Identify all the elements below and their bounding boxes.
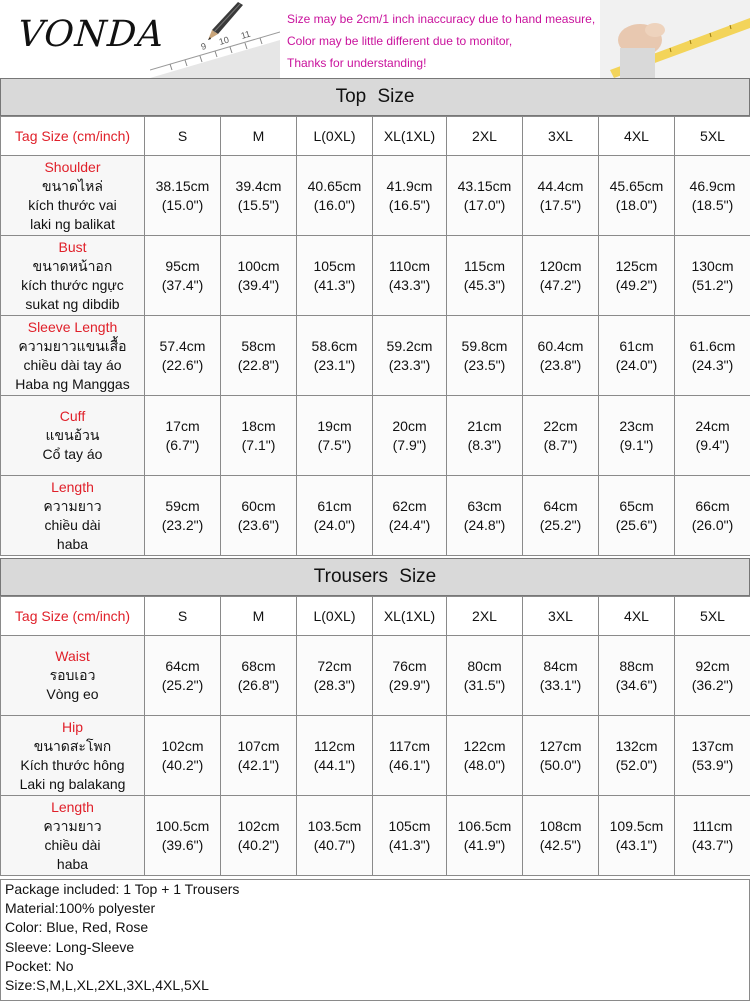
measurement-cell (221, 636, 297, 716)
measurement-cell (221, 236, 297, 316)
inch-value: (43.3") (373, 276, 446, 295)
cm-value: 102cm (145, 737, 220, 756)
inch-value: (42.1") (221, 756, 296, 775)
measurement-cell (221, 156, 297, 236)
measurement-translation: ขนาดสะโพก (1, 737, 144, 756)
cm-value: 105cm (373, 817, 446, 836)
measurement-label (1, 796, 145, 876)
measurement-cell (599, 476, 675, 556)
size-header: 5XL (675, 117, 750, 156)
measurement-cell (373, 636, 447, 716)
size-header: M (221, 117, 297, 156)
inch-value: (25.2") (145, 676, 220, 695)
cm-value: 60cm (221, 497, 296, 516)
inch-value: (26.0") (675, 516, 750, 535)
measurement-translation: ขนาดหน้าอก (1, 257, 144, 276)
measurement-cell (145, 476, 221, 556)
size-header: 3XL (523, 117, 599, 156)
cm-value: 62cm (373, 497, 446, 516)
inch-value: (51.2") (675, 276, 750, 295)
cm-value: 46.9cm (675, 177, 750, 196)
cm-value: 137cm (675, 737, 750, 756)
cm-value: 57.4cm (145, 337, 220, 356)
inch-value: (6.7") (145, 436, 220, 455)
tag-size-label: Tag Size (cm/inch) (1, 597, 145, 636)
trousers-size-title: Trousers Size (0, 558, 750, 596)
measurement-label (1, 316, 145, 396)
measurement-translation: haba (1, 535, 144, 554)
cm-value: 68cm (221, 657, 296, 676)
header-banner (0, 0, 750, 78)
inch-value: (9.4") (675, 436, 750, 455)
cm-value: 92cm (675, 657, 750, 676)
inch-value: (48.0") (447, 756, 522, 775)
inch-value: (41.9") (447, 836, 522, 855)
inch-value: (16.0") (297, 196, 372, 215)
cm-value: 64cm (523, 497, 598, 516)
ruler-number: 11 (240, 29, 252, 41)
inch-value: (15.0") (145, 196, 220, 215)
size-header: M (221, 597, 297, 636)
measurement-cell (373, 236, 447, 316)
inch-value: (40.2") (221, 836, 296, 855)
inch-value: (46.1") (373, 756, 446, 775)
measurement-cell (447, 716, 523, 796)
size-header: XL(1XL) (373, 597, 447, 636)
cm-value: 22cm (523, 417, 598, 436)
cm-value: 17cm (145, 417, 220, 436)
measurement-cell (221, 796, 297, 876)
measurement-name: Hip (1, 718, 144, 737)
inch-value: (8.7") (523, 436, 598, 455)
measurement-translation: Vòng eo (1, 685, 144, 704)
cm-value: 59cm (145, 497, 220, 516)
measurement-cell (523, 476, 599, 556)
inch-value: (53.9") (675, 756, 750, 775)
size-header: 5XL (675, 597, 750, 636)
top-size-title: Top Size (0, 78, 750, 116)
inch-value: (24.3") (675, 356, 750, 375)
inch-value: (44.1") (297, 756, 372, 775)
measurement-cell (297, 156, 373, 236)
inch-value: (7.9") (373, 436, 446, 455)
measurement-cell (145, 796, 221, 876)
cm-value: 100.5cm (145, 817, 220, 836)
measurement-translation: kích thước vai (1, 196, 144, 215)
inch-value: (25.6") (599, 516, 674, 535)
measurement-cell (447, 636, 523, 716)
inch-value: (41.3") (297, 276, 372, 295)
measurement-cell (599, 716, 675, 796)
measurement-cell (675, 236, 750, 316)
measurement-translation: รอบเอว (1, 666, 144, 685)
inch-value: (34.6") (599, 676, 674, 695)
inch-value: (24.4") (373, 516, 446, 535)
cm-value: 45.65cm (599, 177, 674, 196)
inch-value: (23.3") (373, 356, 446, 375)
size-header: L(0XL) (297, 597, 373, 636)
inch-value: (9.1") (599, 436, 674, 455)
ruler-pencil-illustration (150, 0, 280, 78)
inch-value: (50.0") (523, 756, 598, 775)
measurement-label (1, 716, 145, 796)
measurement-label (1, 396, 145, 476)
measurement-cell (145, 396, 221, 476)
measurement-cell (599, 236, 675, 316)
measurement-cell (221, 716, 297, 796)
measurement-cell (145, 316, 221, 396)
measurement-cell (447, 156, 523, 236)
measurement-cell (523, 316, 599, 396)
measurement-cell (221, 396, 297, 476)
size-header: 4XL (599, 597, 675, 636)
measurement-cell (523, 236, 599, 316)
measurement-cell (373, 796, 447, 876)
cm-value: 108cm (523, 817, 598, 836)
inch-value: (39.6") (145, 836, 220, 855)
cm-value: 105cm (297, 257, 372, 276)
cm-value: 20cm (373, 417, 446, 436)
measurement-translation: haba (1, 855, 144, 874)
cm-value: 66cm (675, 497, 750, 516)
measurement-row (1, 636, 750, 716)
tag-size-label: Tag Size (cm/inch) (1, 117, 145, 156)
measurement-cell (373, 716, 447, 796)
inch-value: (49.2") (599, 276, 674, 295)
measurement-cell (599, 636, 675, 716)
measurement-cell (675, 716, 750, 796)
measurement-cell (523, 636, 599, 716)
inch-value: (39.4") (221, 276, 296, 295)
ruler-number: 9 (200, 41, 208, 52)
ruler-number: 10 (218, 35, 230, 47)
measurement-cell (221, 316, 297, 396)
measurement-translation: laki ng balikat (1, 215, 144, 234)
measurement-translation: ความยาว (1, 497, 144, 516)
measurement-name: Waist (1, 647, 144, 666)
inch-value: (29.9") (373, 676, 446, 695)
cm-value: 132cm (599, 737, 674, 756)
inch-value: (23.8") (523, 356, 598, 375)
cm-value: 125cm (599, 257, 674, 276)
size-header: 2XL (447, 597, 523, 636)
measurement-translation: แขนอ้วน (1, 426, 144, 445)
cm-value: 111cm (675, 817, 750, 836)
inch-value: (17.0") (447, 196, 522, 215)
size-header: 3XL (523, 597, 599, 636)
measurement-cell (447, 796, 523, 876)
cm-value: 112cm (297, 737, 372, 756)
measurement-name: Bust (1, 238, 144, 257)
measurement-name: Length (1, 798, 144, 817)
info-sizes: Size:S,M,L,XL,2XL,3XL,4XL,5XL (1, 976, 749, 995)
cm-value: 40.65cm (297, 177, 372, 196)
inch-value: (24.0") (297, 516, 372, 535)
info-pocket: Pocket: No (1, 957, 749, 976)
size-header: S (145, 597, 221, 636)
size-header: S (145, 117, 221, 156)
cm-value: 120cm (523, 257, 598, 276)
note-line: Thanks for understanding! (287, 52, 595, 74)
inch-value: (45.3") (447, 276, 522, 295)
cm-value: 115cm (447, 257, 522, 276)
measurement-cell (297, 636, 373, 716)
inch-value: (23.1") (297, 356, 372, 375)
cm-value: 60.4cm (523, 337, 598, 356)
inch-value: (8.3") (447, 436, 522, 455)
cm-value: 18cm (221, 417, 296, 436)
info-package: Package included: 1 Top + 1 Trousers (1, 880, 749, 899)
inch-value: (47.2") (523, 276, 598, 295)
tag-size-row (1, 117, 750, 156)
measurement-cell (145, 636, 221, 716)
measurement-translation: ความยาว (1, 817, 144, 836)
measurement-cell (675, 796, 750, 876)
tag-size-row (1, 597, 750, 636)
inch-value: (22.6") (145, 356, 220, 375)
cm-value: 23cm (599, 417, 674, 436)
cm-value: 59.2cm (373, 337, 446, 356)
measurement-cell (675, 476, 750, 556)
cm-value: 63cm (447, 497, 522, 516)
size-header: 2XL (447, 117, 523, 156)
cm-value: 41.9cm (373, 177, 446, 196)
measurement-notes (287, 8, 595, 74)
measurement-cell (297, 796, 373, 876)
measurement-cell (523, 716, 599, 796)
inch-value: (40.7") (297, 836, 372, 855)
measurement-cell (373, 156, 447, 236)
measurement-translation: sukat ng dibdib (1, 295, 144, 314)
measurement-translation: kích thước ngực (1, 276, 144, 295)
measurement-translation: Kích thước hông (1, 756, 144, 775)
measurement-cell (373, 396, 447, 476)
info-sleeve: Sleeve: Long-Sleeve (1, 938, 749, 957)
inch-value: (42.5") (523, 836, 598, 855)
inch-value: (7.5") (297, 436, 372, 455)
inch-value: (18.5") (675, 196, 750, 215)
cm-value: 103.5cm (297, 817, 372, 836)
inch-value: (31.5") (447, 676, 522, 695)
inch-value: (23.5") (447, 356, 522, 375)
measurement-cell (675, 396, 750, 476)
measurement-row (1, 396, 750, 476)
inch-value: (28.3") (297, 676, 372, 695)
measurement-translation: ความยาวแขนเสื้อ (1, 337, 144, 356)
measurement-name: Sleeve Length (1, 318, 144, 337)
cm-value: 72cm (297, 657, 372, 676)
cm-value: 80cm (447, 657, 522, 676)
size-header: 4XL (599, 117, 675, 156)
cm-value: 19cm (297, 417, 372, 436)
cm-value: 61cm (297, 497, 372, 516)
inch-value: (36.2") (675, 676, 750, 695)
measurement-cell (447, 316, 523, 396)
cm-value: 65cm (599, 497, 674, 516)
inch-value: (37.4") (145, 276, 220, 295)
inch-value: (43.7") (675, 836, 750, 855)
cm-value: 127cm (523, 737, 598, 756)
measurement-label (1, 236, 145, 316)
measurement-cell (221, 476, 297, 556)
note-line: Color may be little different due to monitor, (287, 30, 595, 52)
brand-logo: VONDA (17, 14, 166, 55)
cm-value: 61.6cm (675, 337, 750, 356)
cm-value: 58cm (221, 337, 296, 356)
info-color: Color: Blue, Red, Rose (1, 918, 749, 937)
product-info (0, 879, 750, 1001)
cm-value: 102cm (221, 817, 296, 836)
measurement-cell (145, 156, 221, 236)
inch-value: (41.3") (373, 836, 446, 855)
measurement-cell (447, 396, 523, 476)
cm-value: 117cm (373, 737, 446, 756)
cm-value: 38.15cm (145, 177, 220, 196)
measurement-cell (523, 796, 599, 876)
measurement-row (1, 476, 750, 556)
top-size-table (0, 116, 750, 556)
inch-value: (24.8") (447, 516, 522, 535)
measurement-cell (599, 156, 675, 236)
cm-value: 24cm (675, 417, 750, 436)
measurement-cell (675, 316, 750, 396)
trousers-size-table (0, 596, 750, 876)
inch-value: (52.0") (599, 756, 674, 775)
cm-value: 106.5cm (447, 817, 522, 836)
cm-value: 76cm (373, 657, 446, 676)
cm-value: 95cm (145, 257, 220, 276)
measurement-cell (675, 636, 750, 716)
measurement-translation: chiều dài tay áo (1, 356, 144, 375)
cm-value: 59.8cm (447, 337, 522, 356)
inch-value: (7.1") (221, 436, 296, 455)
measurement-translation: Cổ tay áo (1, 445, 144, 464)
measurement-cell (373, 476, 447, 556)
measurement-translation: chiều dài (1, 836, 144, 855)
cm-value: 130cm (675, 257, 750, 276)
measurement-cell (297, 236, 373, 316)
inch-value: (16.5") (373, 196, 446, 215)
measurement-cell (675, 156, 750, 236)
size-header: XL(1XL) (373, 117, 447, 156)
measurement-row (1, 156, 750, 236)
measurement-translation: Haba ng Manggas (1, 375, 144, 394)
inch-value: (17.5") (523, 196, 598, 215)
measurement-row (1, 316, 750, 396)
cm-value: 107cm (221, 737, 296, 756)
measurement-row (1, 716, 750, 796)
inch-value: (26.8") (221, 676, 296, 695)
info-material: Material:100% polyester (1, 899, 749, 918)
measurement-cell (297, 716, 373, 796)
inch-value: (40.2") (145, 756, 220, 775)
size-header: L(0XL) (297, 117, 373, 156)
measurement-cell (599, 796, 675, 876)
measurement-cell (297, 476, 373, 556)
measurement-cell (599, 396, 675, 476)
inch-value: (43.1") (599, 836, 674, 855)
measurement-cell (523, 156, 599, 236)
measurement-cell (599, 316, 675, 396)
note-line: Size may be 2cm/1 inch inaccuracy due to hand measure, (287, 8, 595, 30)
measurement-cell (297, 316, 373, 396)
cm-value: 61cm (599, 337, 674, 356)
measurement-cell (297, 396, 373, 476)
measurement-translation: chiều dài (1, 516, 144, 535)
measurement-name: Length (1, 478, 144, 497)
inch-value: (24.0") (599, 356, 674, 375)
cm-value: 88cm (599, 657, 674, 676)
hand-measuring-illustration (600, 0, 750, 78)
measurement-label (1, 476, 145, 556)
cm-value: 43.15cm (447, 177, 522, 196)
cm-value: 44.4cm (523, 177, 598, 196)
cm-value: 110cm (373, 257, 446, 276)
measurement-cell (145, 716, 221, 796)
inch-value: (25.2") (523, 516, 598, 535)
measurement-translation: ขนาดไหล่ (1, 177, 144, 196)
cm-value: 109.5cm (599, 817, 674, 836)
inch-value: (18.0") (599, 196, 674, 215)
measurement-translation: Laki ng balakang (1, 775, 144, 794)
measurement-cell (447, 476, 523, 556)
cm-value: 84cm (523, 657, 598, 676)
cm-value: 122cm (447, 737, 522, 756)
cm-value: 64cm (145, 657, 220, 676)
cm-value: 100cm (221, 257, 296, 276)
measurement-row (1, 796, 750, 876)
inch-value: (23.2") (145, 516, 220, 535)
measurement-cell (447, 236, 523, 316)
cm-value: 39.4cm (221, 177, 296, 196)
inch-value: (15.5") (221, 196, 296, 215)
measurement-cell (373, 316, 447, 396)
measurement-label (1, 156, 145, 236)
measurement-label (1, 636, 145, 716)
cm-value: 58.6cm (297, 337, 372, 356)
measurement-cell (523, 396, 599, 476)
cm-value: 21cm (447, 417, 522, 436)
measurement-cell (145, 236, 221, 316)
measurement-row (1, 236, 750, 316)
inch-value: (23.6") (221, 516, 296, 535)
inch-value: (22.8") (221, 356, 296, 375)
inch-value: (33.1") (523, 676, 598, 695)
measurement-name: Shoulder (1, 158, 144, 177)
measurement-name: Cuff (1, 407, 144, 426)
